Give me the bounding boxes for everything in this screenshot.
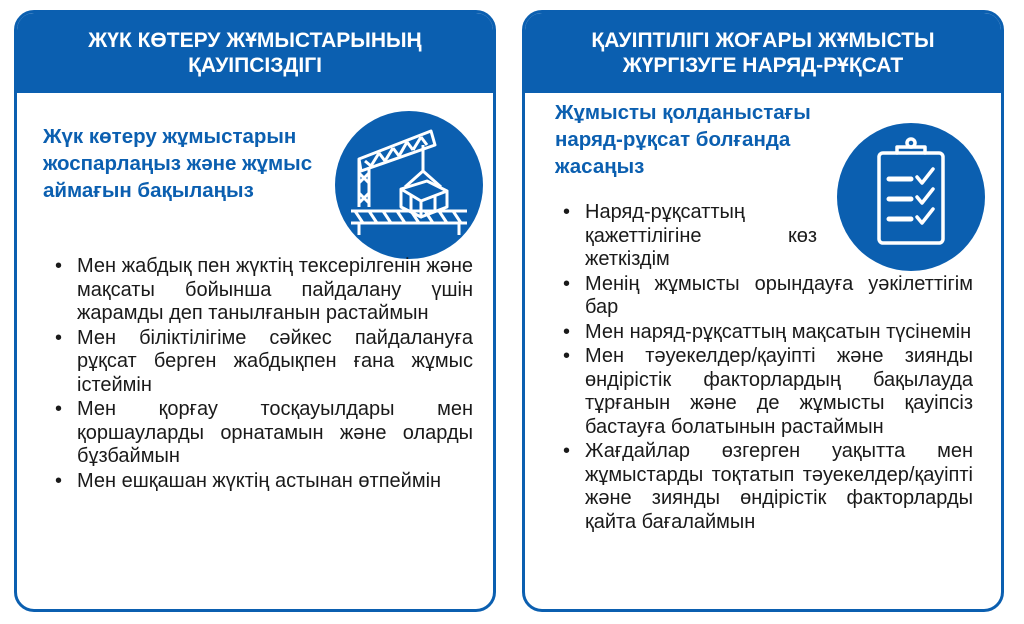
list-item: • Мен наряд-рұқсаттың мақсатын түсінемін [561, 321, 973, 345]
lifting-safety-subtitle: Жүк көтеру жұмыстарын жоспарлаңыз және жұмыс аймағын бақылаңыз [43, 125, 313, 202]
work-permit-header [525, 13, 1001, 93]
lifting-safety-header [17, 13, 493, 93]
list-item: • Мен тәуекелдер/қауіпті және зиянды өндірістік факторлардың бақылауда тұрғанын және де жұмысты қауіпсіз бастауға болатынын растаймын [561, 345, 973, 439]
work-permit-card [522, 10, 1004, 612]
header-title-line2: ҚАУІПСІЗДІГІ [188, 54, 322, 77]
list-item: • Менің жұмысты орындауға уәкілеттігім бар [561, 273, 973, 320]
header-title-line1: ҚАУІПТІЛІГІ ЖОҒАРЫ ЖҰМЫСТЫ [591, 29, 935, 52]
crane-lifting-load-icon [335, 111, 483, 259]
list-item: • Наряд-рұқсаттың қажеттілігіне көз жеткіздім [561, 201, 817, 272]
work-permit-list [561, 201, 973, 535]
list-item: • Мен біліктілігіме сәйкес пайдалануға рұқсат берген жабдықпен ғана жұмыс істеймін [53, 327, 473, 398]
work-permit-subtitle: Жұмысты қолданыстағы наряд-рұқсат болғанда жасаңыз [555, 101, 811, 178]
list-item: • Мен жабдық пен жүктің тексерілгенін және мақсаты бойынша пайдалану үшін жарамды деп танылғанын растаймын [53, 255, 473, 326]
lifting-safety-list [53, 255, 473, 494]
list-item: • Мен қорғау тосқауылдары мен қоршауларды орнатамын және оларды бұзбаймын [53, 398, 473, 469]
lifting-safety-card [14, 10, 496, 612]
header-title-line2: ЖҮРГІЗУГЕ НАРЯД-РҰҚСАТ [622, 54, 904, 77]
list-item: • Жағдайлар өзгерген уақытта мен жұмыстарды тоқтатып тәуекелдер/қауіпті және зиянды өндірістік факторларды қайта бағалаймын [561, 440, 973, 534]
header-title-line1: ЖҮК КӨТЕРУ ЖҰМЫСТАРЫНЫҢ [88, 29, 422, 52]
list-item: • Мен ешқашан жүктің астынан өтпеймін [53, 470, 473, 494]
